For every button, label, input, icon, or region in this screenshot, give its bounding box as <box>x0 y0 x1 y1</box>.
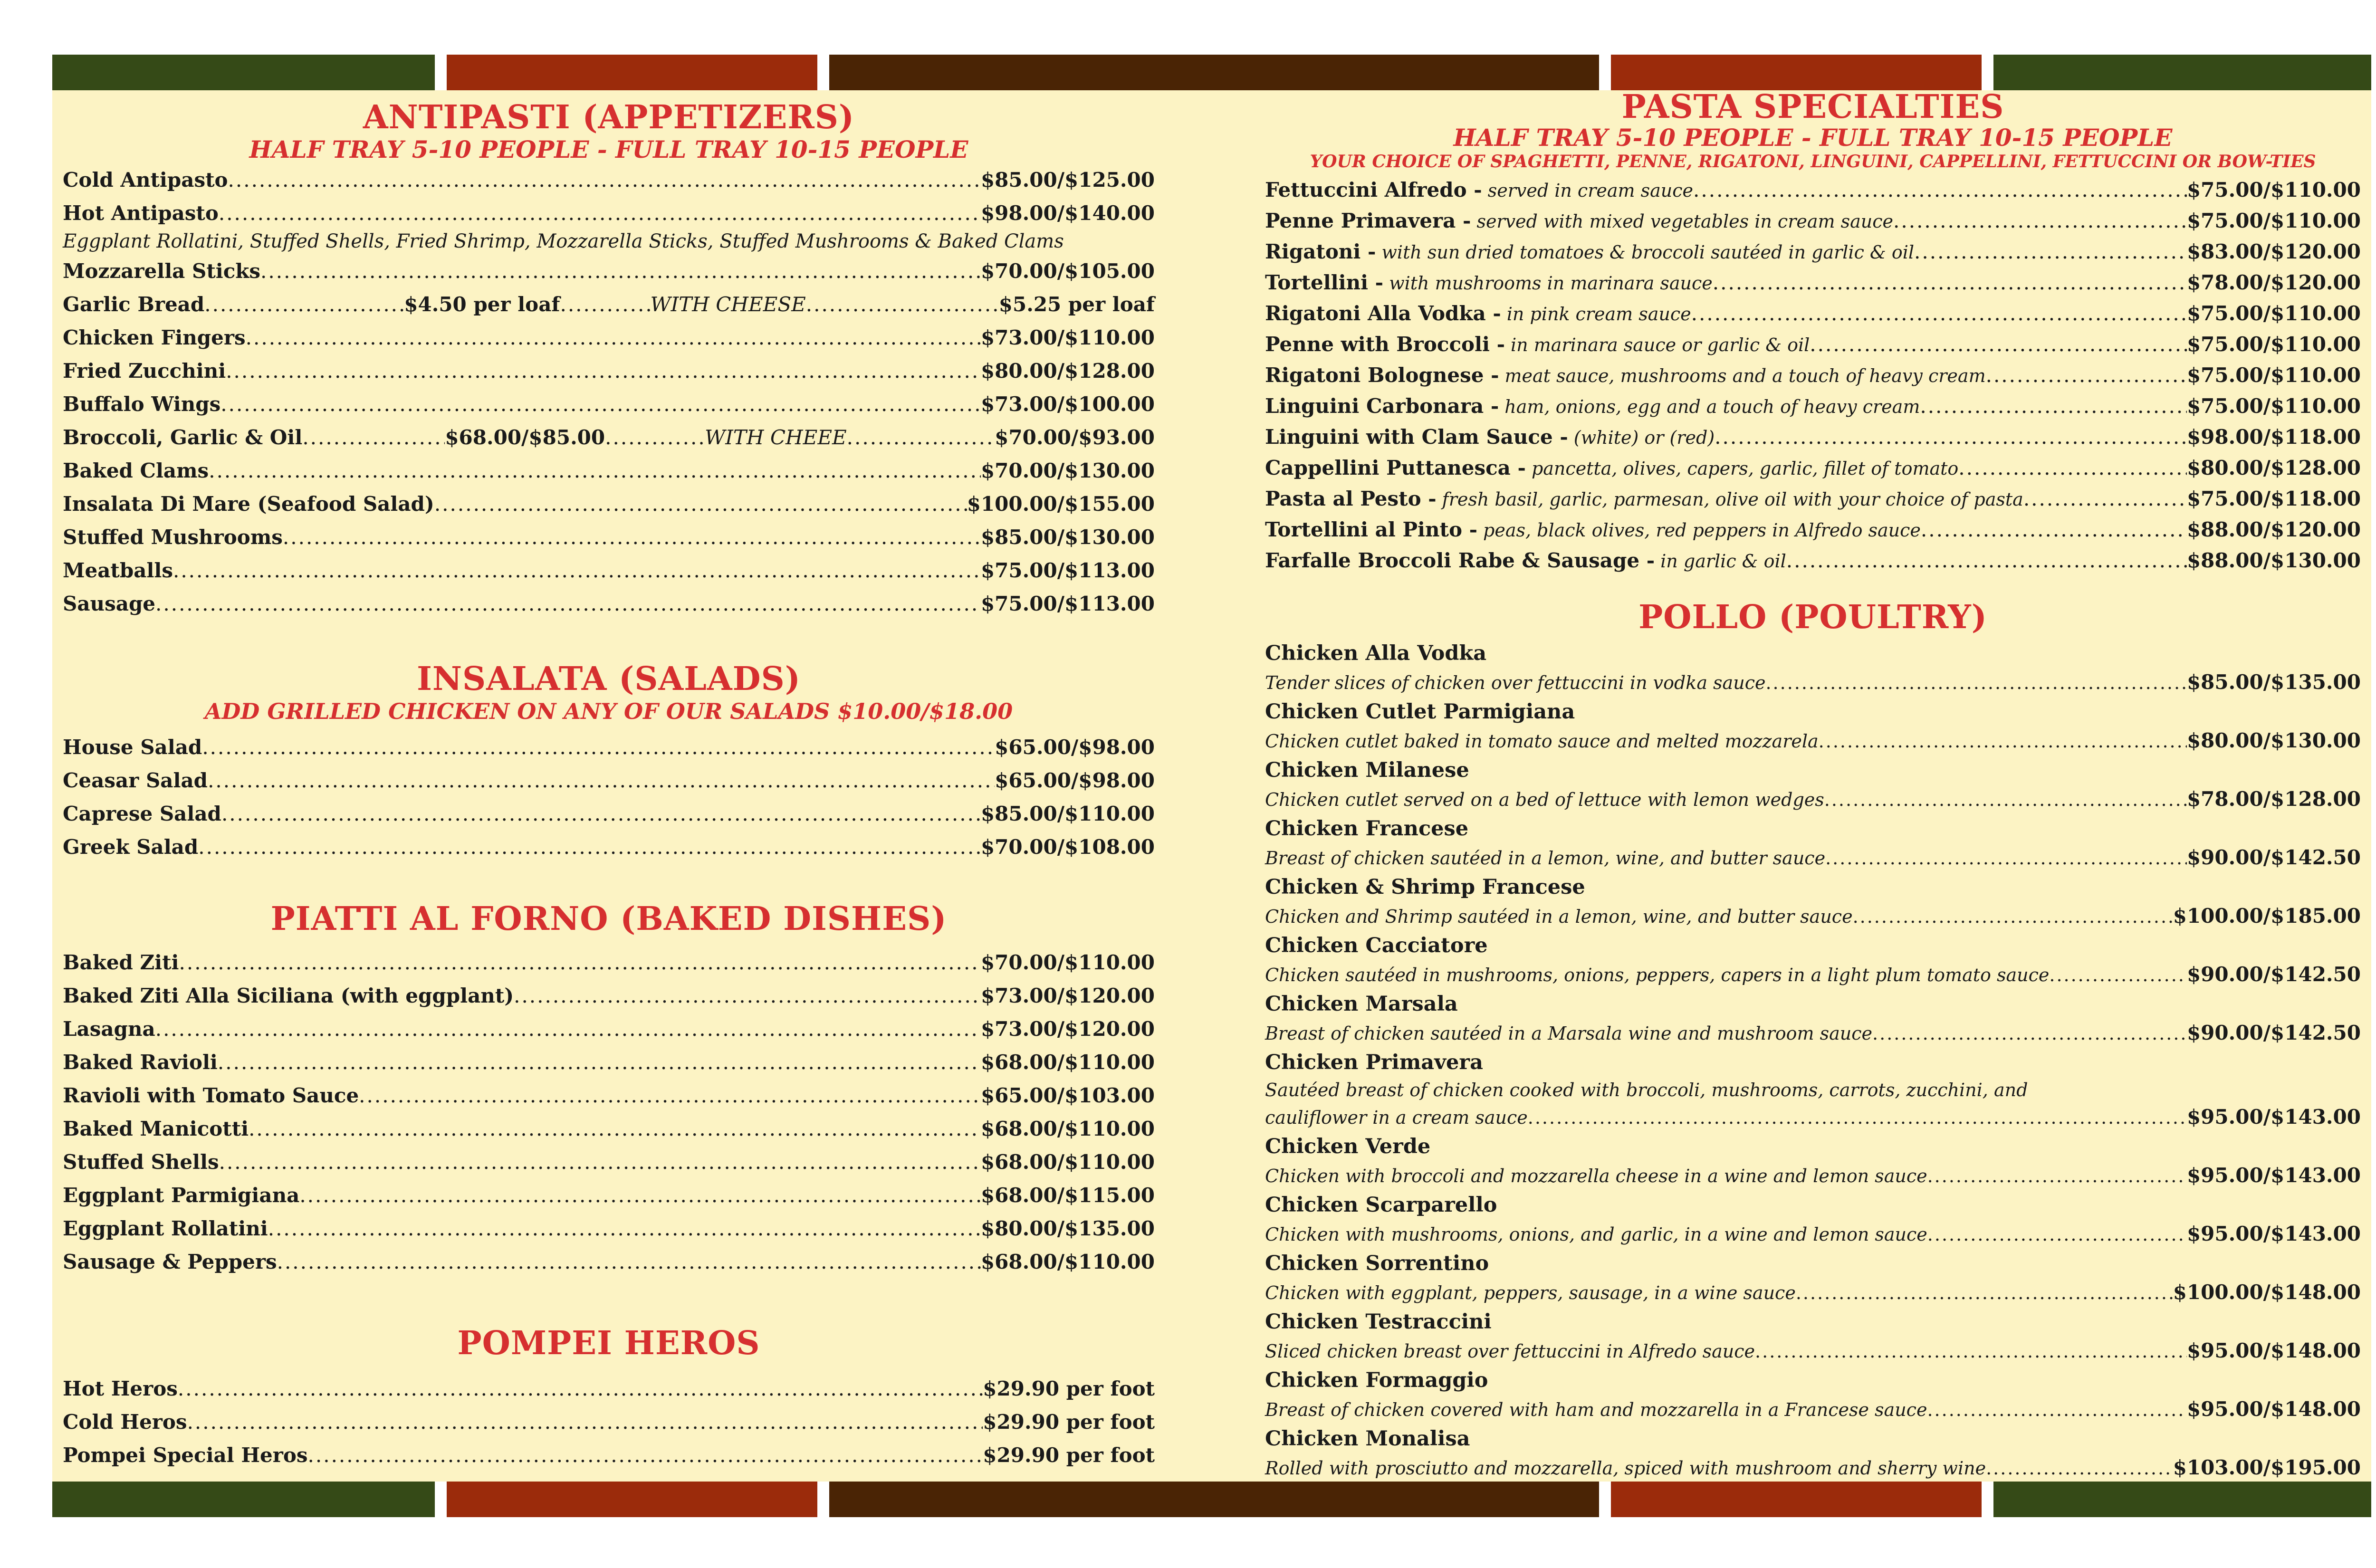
menu-item: Meatballs ..... $75.00/$113.00 <box>63 554 1155 587</box>
menu-item: Farfalle Broccoli Rabe & Sausage - in garlic & oil ..... $88.00/$130.00 <box>1265 545 2361 576</box>
menu-item: Cappellini Puttanesca - pancetta, olives, capers, garlic, fillet of tomato ..... $80.00/$128.00 <box>1265 453 2361 484</box>
menu-item: Linguini Carbonara - ham, onions, egg and a touch of heavy cream ..... $75.00/$110.00 <box>1265 391 2361 422</box>
poultry-item: Chicken Cacciatore Chicken sautéed in mushrooms, onions, peppers, capers in a light plum tomato sauce ..... $90.00/$142.50 <box>1265 931 2361 989</box>
menu-item: Penne Primavera - served with mixed vegetables in cream sauce ..... $75.00/$110.00 <box>1265 206 2361 237</box>
section-title: ANTIPASTI (APPETIZERS) <box>363 98 855 136</box>
color-bar <box>1993 1482 2371 1517</box>
color-bar <box>52 1482 435 1517</box>
menu-item: Hot Heros ..... $29.90 per foot <box>63 1372 1155 1405</box>
section-subtitle: HALF TRAY 5-10 PEOPLE - FULL TRAY 10-15 PEOPLE <box>249 135 968 163</box>
menu-item: Eggplant Parmigiana ..... $68.00/$115.00 <box>63 1179 1155 1212</box>
menu-item: Penne with Broccoli - in marinara sauce or garlic & oil ..... $75.00/$110.00 <box>1265 329 2361 360</box>
antipasti-section <box>63 99 1155 621</box>
item-note: Eggplant Rollatini, Stuffed Shells, Fried Shrimp, Mozzarella Sticks, Stuffed Mushrooms & Baked Clams <box>63 230 1064 252</box>
section-subtitle: HALF TRAY 5-10 PEOPLE - FULL TRAY 10-15 PEOPLE <box>1453 124 2173 152</box>
menu-item: Stuffed Shells ..... $68.00/$110.00 <box>63 1146 1155 1179</box>
bottom-color-bars <box>52 1482 2371 1517</box>
menu-item: Rigatoni Bolognese - meat sauce, mushrooms and a touch of heavy cream ..... $75.00/$110.00 <box>1265 360 2361 391</box>
menu-item: Baked Ziti Alla Siciliana (with eggplant) ..... $73.00/$120.00 <box>63 979 1155 1013</box>
poultry-item: Chicken Monalisa Rolled with prosciutto and mozzarella, spiced with mushroom and sherry wine ..... $103.00/$195.00 <box>1265 1424 2361 1482</box>
top-color-bars <box>52 55 2371 90</box>
menu-item: Caprese Salad ..... $85.00/$110.00 <box>63 797 1155 831</box>
section-subtitle: ADD GRILLED CHICKEN ON ANY OF OUR SALADS $10.00/$18.00 <box>204 698 1013 724</box>
poultry-item: Chicken & Shrimp Francese Chicken and Shrimp sautéed in a lemon, wine, and butter sauce ..... $100.00/$185.00 <box>1265 872 2361 931</box>
menu-item: Eggplant Rollatini ..... $80.00/$135.00 <box>63 1212 1155 1245</box>
menu-item: Tortellini - with mushrooms in marinara sauce ..... $78.00/$120.00 <box>1265 268 2361 298</box>
color-bar <box>1993 55 2371 90</box>
pollo-section <box>1265 599 2361 1482</box>
pasta-choice: YOUR CHOICE OF SPAGHETTI, PENNE, RIGATONI, LINGUINI, CAPPELLINI, FETTUCCINI OR BOW-TIES <box>1310 152 2316 172</box>
poultry-item: Chicken Francese Breast of chicken sautéed in a lemon, wine, and butter sauce ..... $90.00/$142.50 <box>1265 814 2361 872</box>
poultry-item: Chicken Milanese Chicken cutlet served on a bed of lettuce with lemon wedges ..... $78.00/$128.00 <box>1265 755 2361 814</box>
poultry-item: Chicken Cutlet Parmigiana Chicken cutlet baked in tomato sauce and melted mozzarela ..... $80.00/$130.00 <box>1265 697 2361 755</box>
menu-item: Cold Antipasto ..... $85.00/$125.00 <box>63 163 1155 197</box>
menu-item: Baked Manicotti ..... $68.00/$110.00 <box>63 1112 1155 1146</box>
poultry-item: Chicken Sorrentino Chicken with eggplant, peppers, sausage, in a wine sauce ..... $100.00/$148.00 <box>1265 1249 2361 1307</box>
pasta-section <box>1265 88 2361 576</box>
menu-item: Fettuccini Alfredo - served in cream sauce ..... $75.00/$110.00 <box>1265 175 2361 206</box>
menu-item: Garlic Bread ..... $4.50 per loaf ..... WITH CHEESE ..... $5.25 per loaf <box>63 288 1155 321</box>
section-title: PASTA SPECIALTIES <box>1621 88 2004 126</box>
menu-item: Baked Ravioli ..... $68.00/$110.00 <box>63 1046 1155 1079</box>
menu-item: Pasta al Pesto - fresh basil, garlic, parmesan, olive oil with your choice of pasta ..... $75.00/$118.00 <box>1265 484 2361 515</box>
menu-item: House Salad ..... $65.00/$98.00 <box>63 731 1155 764</box>
menu-item: Broccoli, Garlic & Oil ..... $68.00/$85.00 ..... WITH CHEEE ..... $70.00/$93.00 <box>63 421 1155 454</box>
menu-item: Buffalo Wings ..... $73.00/$100.00 <box>63 388 1155 421</box>
menu-item: Baked Clams ..... $70.00/$130.00 <box>63 454 1155 488</box>
menu-item: Greek Salad ..... $70.00/$108.00 <box>63 831 1155 864</box>
menu-page <box>52 90 2371 1482</box>
insalata-section <box>63 660 1155 864</box>
menu-item: Ravioli with Tomato Sauce ..... $65.00/$103.00 <box>63 1079 1155 1112</box>
menu-item: Tortellini al Pinto - peas, black olives, red peppers in Alfredo sauce ..... $88.00/$120.00 <box>1265 515 2361 545</box>
menu-item: Rigatoni Alla Vodka - in pink cream sauce ..... $75.00/$110.00 <box>1265 298 2361 329</box>
poultry-item: Chicken Alla Vodka Tender slices of chicken over fettuccini in vodka sauce ..... $85.00/$135.00 <box>1265 639 2361 697</box>
section-title: PIATTI AL FORNO (BAKED DISHES) <box>270 900 947 938</box>
color-bar <box>447 1482 817 1517</box>
menu-item: Chicken Fingers ..... $73.00/$110.00 <box>63 321 1155 354</box>
color-bar <box>1611 55 1982 90</box>
color-bar <box>52 55 435 90</box>
poultry-item: Chicken Testraccini Sliced chicken breast over fettuccini in Alfredo sauce ..... $95.00/$148.00 <box>1265 1307 2361 1366</box>
menu-item: Sausage ..... $75.00/$113.00 <box>63 587 1155 621</box>
poultry-item: Chicken Verde Chicken with broccoli and mozzarella cheese in a wine and lemon sauce ..... $95.00/$143.00 <box>1265 1132 2361 1190</box>
poultry-item: Chicken Primavera Sautéed breast of chicken cooked with broccoli, mushrooms, carrots, zucchini, and cauliflower in a cream sauce ..... $95.00/$143.00 <box>1265 1048 2361 1132</box>
menu-item: Rigatoni - with sun dried tomatoes & broccoli sautéed in garlic & oil ..... $83.00/$120.00 <box>1265 237 2361 268</box>
menu-item: Cold Heros ..... $29.90 per foot <box>63 1405 1155 1439</box>
poultry-item: Chicken Formaggio Breast of chicken covered with ham and mozzarella in a Francese sauce ..... $95.00/$148.00 <box>1265 1366 2361 1424</box>
color-bar <box>829 55 1599 90</box>
section-title: INSALATA (SALADS) <box>417 660 801 698</box>
menu-item: Fried Zucchini ..... $80.00/$128.00 <box>63 354 1155 388</box>
color-bar <box>447 55 817 90</box>
menu-items <box>63 163 1155 621</box>
menu-item: Insalata Di Mare (Seafood Salad) ..... $100.00/$155.00 <box>63 488 1155 521</box>
menu-item: Stuffed Mushrooms ..... $85.00/$130.00 <box>63 521 1155 554</box>
menu-item: Hot Antipasto ..... $98.00/$140.00 <box>63 197 1155 230</box>
poultry-item: Chicken Scarparello Chicken with mushrooms, onions, and garlic, in a wine and lemon sauce ..... $95.00/$143.00 <box>1265 1190 2361 1249</box>
menu-item: Sausage & Peppers ..... $68.00/$110.00 <box>63 1245 1155 1279</box>
menu-item: Baked Ziti ..... $70.00/$110.00 <box>63 946 1155 979</box>
heros-section <box>63 1325 1155 1472</box>
color-bar <box>829 1482 1599 1517</box>
menu-item: Linguini with Clam Sauce - (white) or (red) ..... $98.00/$118.00 <box>1265 422 2361 453</box>
menu-item: Ceasar Salad ..... $65.00/$98.00 <box>63 764 1155 797</box>
section-title: POLLO (POULTRY) <box>1638 598 1987 636</box>
menu-item: Lasagna ..... $73.00/$120.00 <box>63 1013 1155 1046</box>
menu-item: Mozzarella Sticks ..... $70.00/$105.00 <box>63 255 1155 288</box>
color-bar <box>1611 1482 1982 1517</box>
section-title: POMPEI HEROS <box>457 1324 760 1362</box>
forno-section <box>63 900 1155 1279</box>
poultry-item: Chicken Marsala Breast of chicken sautéed in a Marsala wine and mushroom sauce ..... $90.00/$142.50 <box>1265 989 2361 1048</box>
menu-item: Pompei Special Heros ..... $29.90 per foot <box>63 1439 1155 1472</box>
